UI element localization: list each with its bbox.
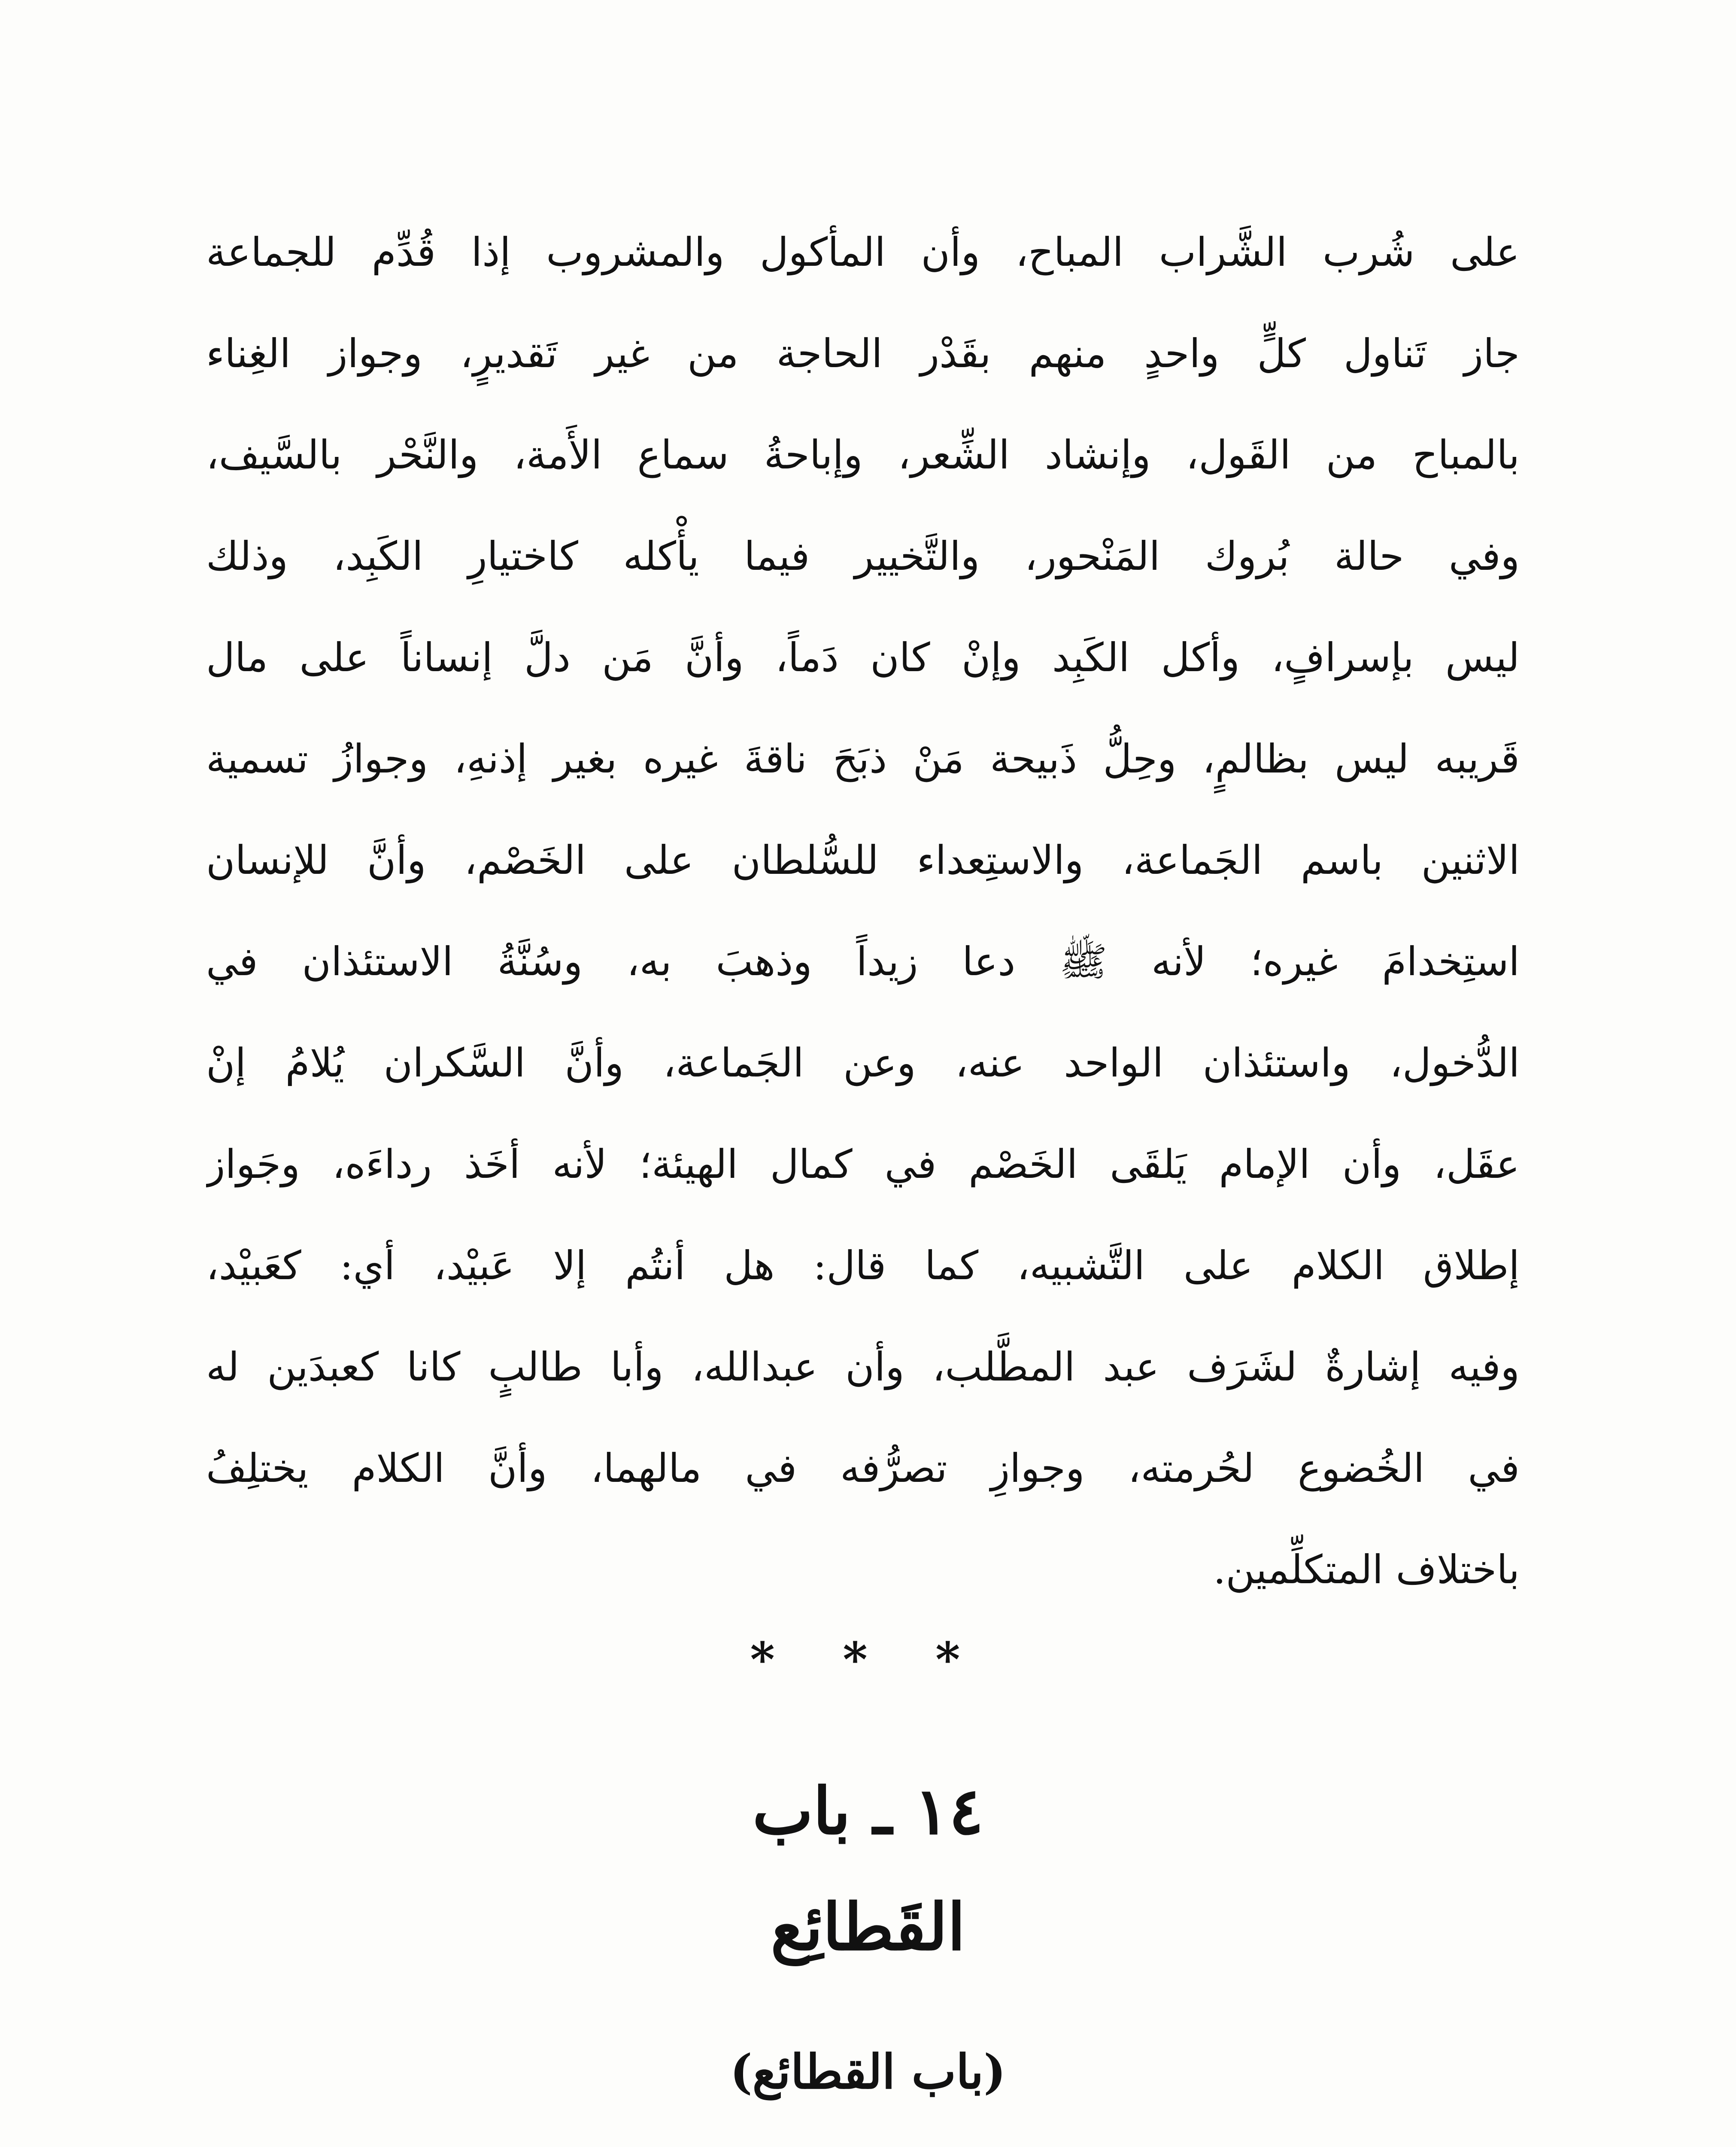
text-line: عقَل، وأن الإمام يَلقَى الخَصْم في كمال الهيئة؛ لأنه أخَذ رداءَه، وجَواز	[206, 1141, 1520, 1187]
chapter-title-heading: القَطائِع	[771, 1889, 965, 1965]
text-line: وفيه إشارةٌ لشَرَف عبد المطَّلب، وأن عبدالله، وأبا طالبٍ كانا كعبدَين له	[206, 1344, 1520, 1390]
chapter-subtitle: (باب القطائع)	[730, 2044, 1006, 2099]
section-separator: * * *	[750, 1632, 986, 1687]
text-line: ليس بإسرافٍ، وأكل الكَبِد وإنْ كان دَماً، وأنَّ مَن دلَّ إنساناً على مال	[206, 635, 1520, 681]
text-line: استِخدامَ غيره؛ لأنه ﷺ دعا زيداً وذهبَ به، وسُنَّةُ الاستئذان في	[206, 939, 1520, 985]
text-line: باختلاف المتكلِّمين.	[1213, 1547, 1520, 1593]
text-line: الدُّخول، واستئذان الواحد عنه، وعن الجَماعة، وأنَّ السَّكران يُلامُ إنْ	[206, 1040, 1520, 1086]
text-line: في الخُضوع لحُرمته، وجوازِ تصرُّفه في مالهما، وأنَّ الكلام يختلِفُ	[206, 1445, 1520, 1491]
text-line: الاثنين باسم الجَماعة، والاستِعداء للسُّلطان على الخَصْم، وأنَّ للإنسان	[206, 837, 1520, 883]
text-line: وفي حالة بُروك المَنْحور، والتَّخيير فيما يأْكله كاختيارِ الكَبِد، وذلك	[206, 533, 1520, 579]
text-line: على شُرب الشَّراب المباح، وأن المأكول والمشروب إذا قُدِّم للجماعة	[206, 229, 1520, 275]
text-line: قَريبه ليس بظالمٍ، وحِلُّ ذَبيحة مَنْ ذبَحَ ناقةَ غيره بغير إذنهِ، وجوازُ تسمية	[206, 736, 1520, 782]
text-line: جاز تَناول كلٍّ واحدٍ منهم بقَدْر الحاجة من غير تَقديرٍ، وجواز الغِناء	[206, 331, 1520, 377]
text-line: إطلاق الكلام على التَّشبيه، كما قال: هل أنتُم إلا عَبيْد، أي: كعَبيْد،	[206, 1243, 1520, 1289]
commentary-paragraph	[206, 202, 1520, 1621]
text-line: بالمباح من القَول، وإنشاد الشِّعر، وإباحةُ سماع الأَمة، والنَّحْر بالسَّيف،	[206, 432, 1520, 478]
chapter-number-heading: ١٤ ـ باب	[752, 1773, 984, 1849]
